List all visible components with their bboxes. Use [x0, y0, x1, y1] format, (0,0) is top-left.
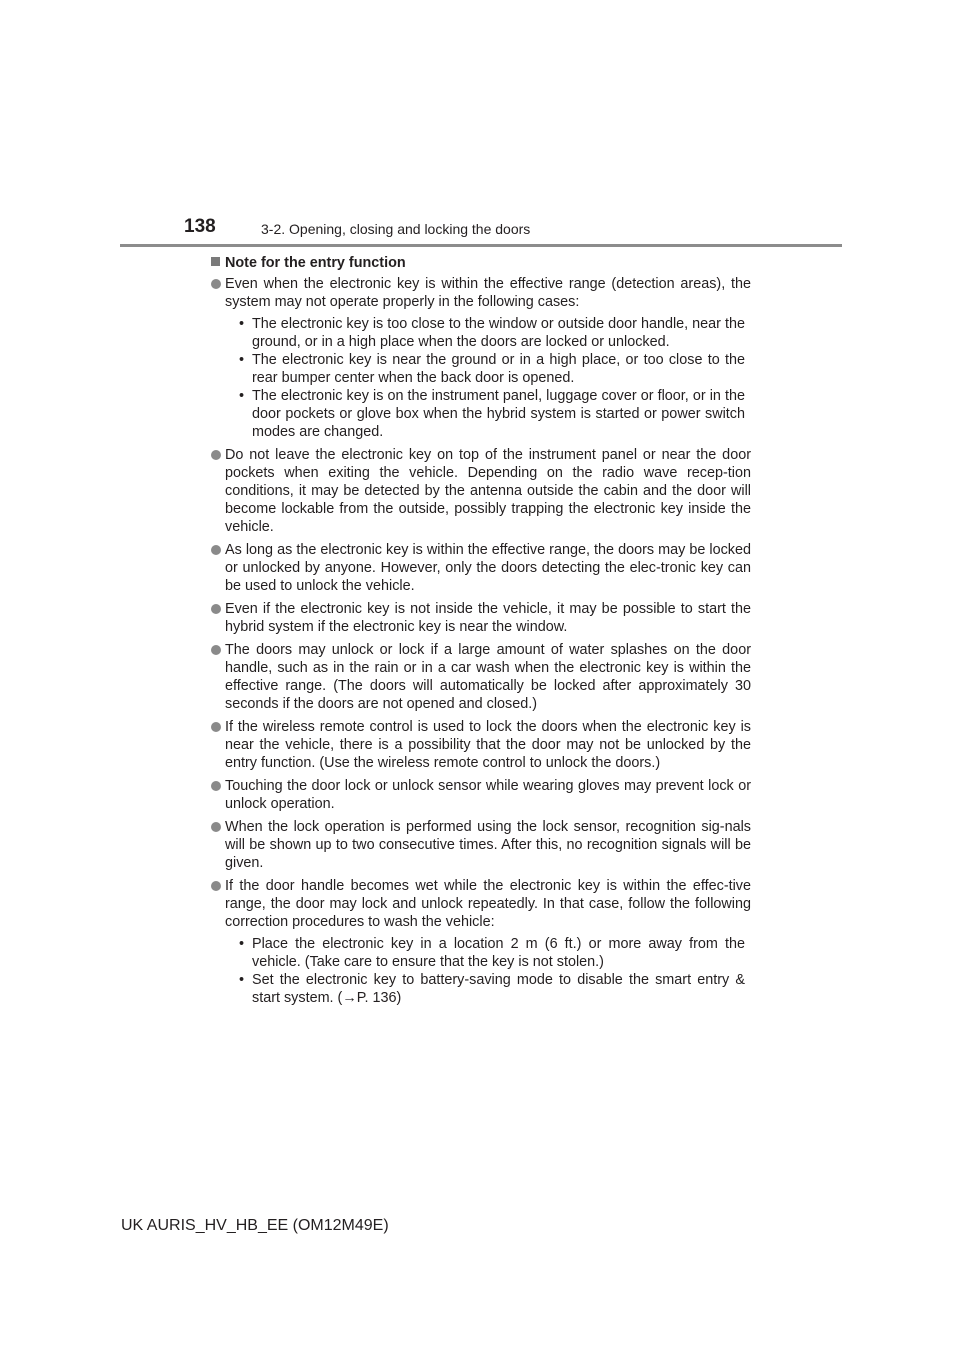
sub-list-item-text: The electronic key is on the instrument panel, luggage cover or floor, or in the door pockets or glove box when the hybrid system is started or power switch modes are changed.: [252, 388, 745, 440]
circle-bullet-icon: [211, 545, 221, 555]
note-item-text: Do not leave the electronic key on top of the instrument panel or near the door pockets when exiting the vehicle. Depending on the radio wave recep-tion conditions, it may be detected by the antenna outside the cabin and the door will become lockable from the outside, possibly trapping the electronic key inside the vehicle.: [225, 447, 751, 535]
note-item: [211, 275, 751, 441]
dot-bullet-icon: •: [239, 316, 245, 332]
note-item-text: As long as the electronic key is within the effective range, the doors may be locked or unlocked by anyone. However, only the doors detecting the elec-tronic key can be used to unlock the vehicle.: [225, 542, 751, 594]
note-section: [211, 254, 751, 1012]
dot-bullet-icon: •: [239, 352, 245, 368]
note-item-text: When the lock operation is performed using the lock sensor, recognition sig-nals will be shown up to two consecutive times. After this, no recognition signals will be given.: [225, 819, 751, 871]
circle-bullet-icon: [211, 645, 221, 655]
note-item: [211, 541, 751, 595]
square-bullet-icon: [211, 257, 220, 266]
dot-bullet-icon: •: [239, 388, 245, 404]
circle-bullet-icon: [211, 604, 221, 614]
sub-list: [225, 935, 751, 1007]
note-heading-text: Note for the entry function: [225, 255, 406, 271]
sub-list-item-text: Place the electronic key in a location 2 m (6 ft.) or more away from the vehicle. (Take care to ensure that the key is not stolen.): [252, 936, 745, 970]
note-item-body: [225, 275, 751, 441]
note-item: [211, 877, 751, 1007]
note-item-body: [225, 446, 751, 536]
note-list: [211, 275, 751, 1007]
note-item-body: [225, 818, 751, 872]
sub-list-item: [239, 315, 751, 351]
note-item-text: If the wireless remote control is used to lock the doors when the electronic key is near the vehicle, there is a possibility that the door may not be unlocked by the entry function. (Use the wireless remote control to unlock the doors.): [225, 719, 751, 771]
header-rule: [120, 244, 842, 247]
circle-bullet-icon: [211, 450, 221, 460]
note-item-body: [225, 877, 751, 1007]
note-item: [211, 818, 751, 872]
sub-list-item-text: Set the electronic key to battery-saving mode to disable the smart entry & start system. (→P. 136): [252, 972, 745, 1006]
note-item-text: Touching the door lock or unlock sensor while wearing gloves may prevent lock or unlock operation.: [225, 778, 751, 812]
note-heading: [211, 254, 751, 272]
note-item-text: If the door handle becomes wet while the electronic key is within the effec-tive range, the door may lock and unlock repeatedly. In that case, follow the following correction procedures to wash the vehicle:: [225, 878, 751, 930]
sub-list-item-text: The electronic key is too close to the window or outside door handle, near the ground, or in a high place when the doors are locked or unlocked.: [252, 316, 745, 350]
circle-bullet-icon: [211, 822, 221, 832]
note-item-body: [225, 718, 751, 772]
sub-list-item: [239, 387, 751, 441]
circle-bullet-icon: [211, 881, 221, 891]
note-item-text: Even if the electronic key is not inside the vehicle, it may be possible to start the hybrid system if the electronic key is near the window.: [225, 601, 751, 635]
sub-list-item-text: The electronic key is near the ground or in a high place, or too close to the rear bumper center when the back door is opened.: [252, 352, 745, 386]
note-item-text: The doors may unlock or lock if a large amount of water splashes on the door handle, such as in the rain or in a car wash when the electronic key is within the effective range. (The doors will automatically be locked after approximately 30 seconds if the doors are not opened and closed.): [225, 642, 751, 712]
note-item: [211, 718, 751, 772]
note-item-body: [225, 600, 751, 636]
note-item: [211, 446, 751, 536]
note-item-body: [225, 541, 751, 595]
circle-bullet-icon: [211, 722, 221, 732]
sub-list-item: [239, 351, 751, 387]
dot-bullet-icon: •: [239, 972, 245, 988]
dot-bullet-icon: •: [239, 936, 245, 952]
sub-list-item: [239, 935, 751, 971]
note-item-text: Even when the electronic key is within the effective range (detection areas), the system may not operate properly in the following cases:: [225, 276, 751, 310]
note-item-body: [225, 641, 751, 713]
circle-bullet-icon: [211, 279, 221, 289]
note-item: [211, 777, 751, 813]
sub-list-item: [239, 971, 751, 1007]
footer-model-code: UK AURIS_HV_HB_EE (OM12M49E): [121, 1217, 389, 1234]
note-item-body: [225, 777, 751, 813]
page-number: 138: [184, 216, 216, 237]
section-title: 3-2. Opening, closing and locking the doors: [261, 221, 531, 237]
sub-list: [225, 315, 751, 441]
circle-bullet-icon: [211, 781, 221, 791]
note-item: [211, 641, 751, 713]
note-item: [211, 600, 751, 636]
